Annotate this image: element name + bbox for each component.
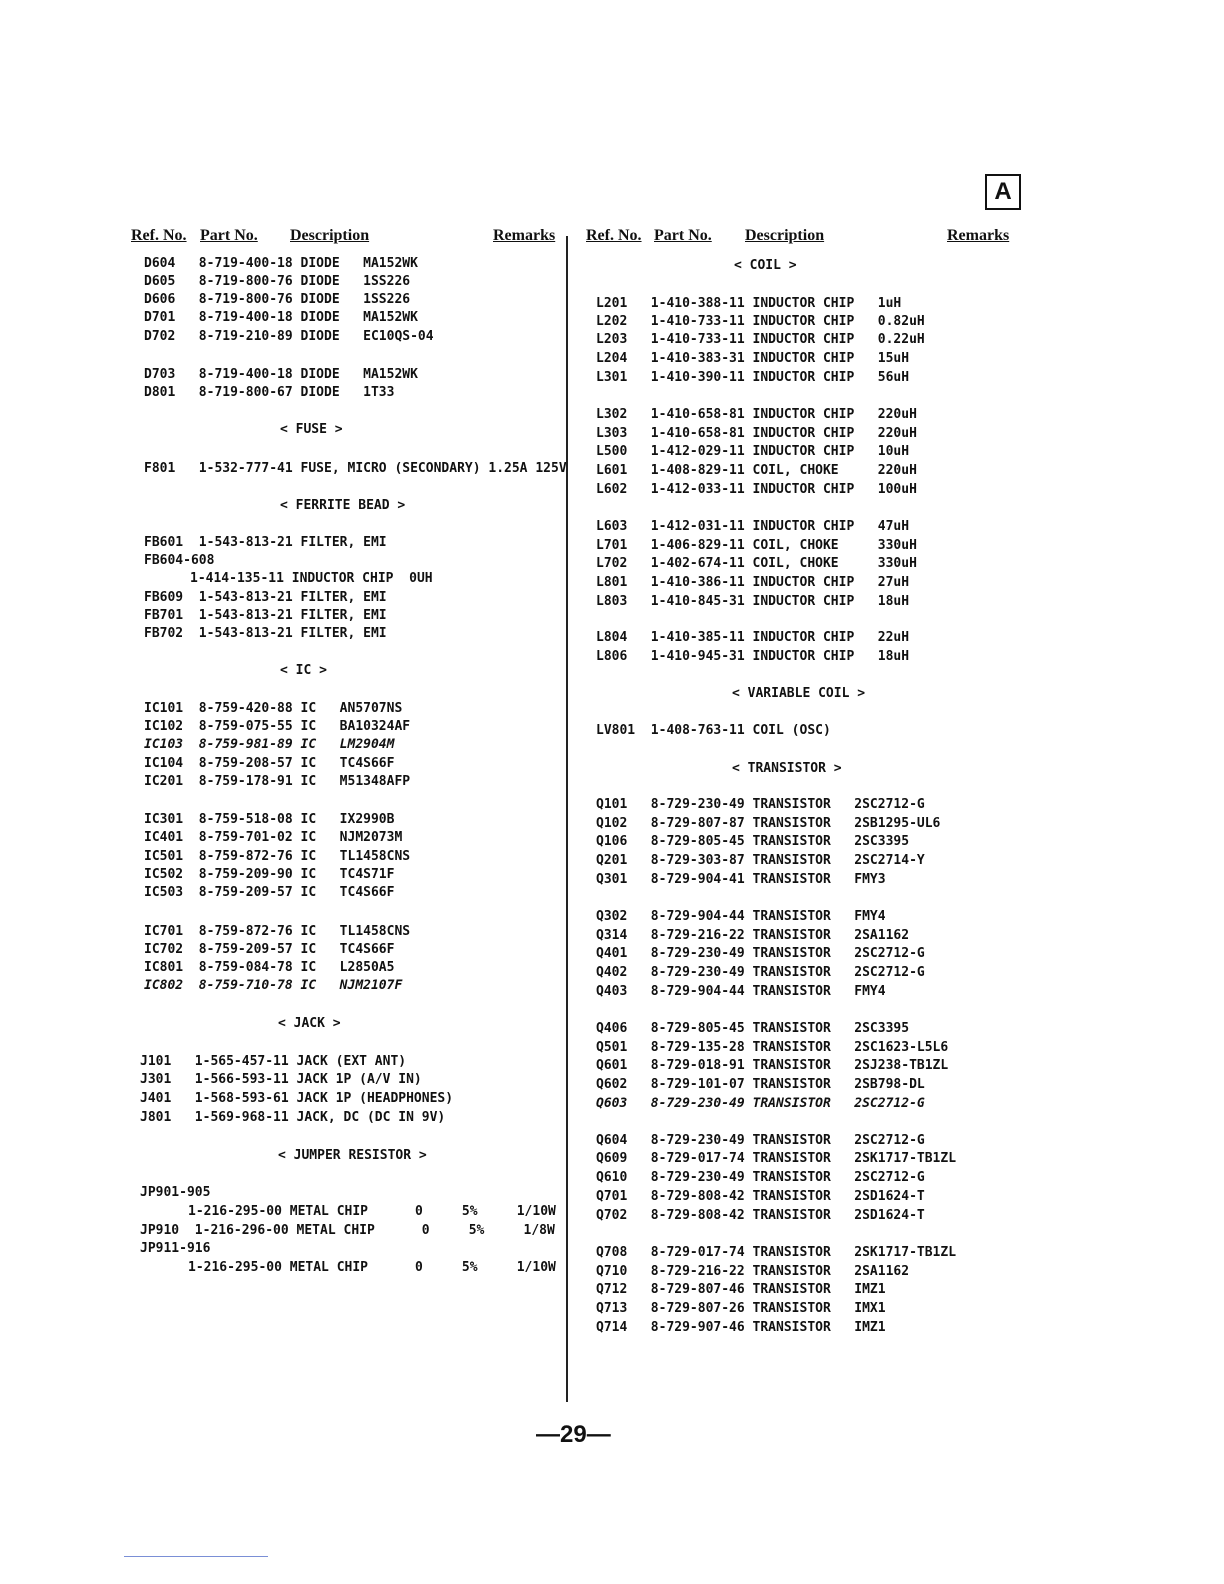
left-part-row: IC301 8-759-518-08 IC IX2990B [144,812,395,827]
header-ref-no: Ref. No. [131,227,187,244]
left-part-row: IC701 8-759-872-76 IC TL1458CNS [144,924,411,939]
right-part-row: L601 1-408-829-11 COIL, CHOKE 220uH [596,463,917,478]
right-part-row: L302 1-410-658-81 INDUCTOR CHIP 220uH [596,407,917,422]
right-part-row: Q201 8-729-303-87 TRANSISTOR 2SC2714-Y [596,853,925,868]
right-part-row: Q610 8-729-230-49 TRANSISTOR 2SC2712-G [596,1170,925,1185]
left-part-row: IC101 8-759-420-88 IC AN5707NS [144,701,403,716]
left-part-row: JP911-916 [140,1241,211,1256]
right-part-row: Q603 8-729-230-49 TRANSISTOR 2SC2712-G [596,1096,925,1111]
left-part-row: IC104 8-759-208-57 IC TC4S66F [144,756,395,771]
right-part-row: L603 1-412-031-11 INDUCTOR CHIP 47uH [596,519,910,534]
right-part-row: L204 1-410-383-31 INDUCTOR CHIP 15uH [596,351,910,366]
right-part-row: L500 1-412-029-11 INDUCTOR CHIP 10uH [596,444,910,459]
left-part-row: J301 1-566-593-11 JACK 1P (A/V IN) [140,1072,422,1087]
page-number: —29— [536,1421,611,1448]
left-part-row: FB702 1-543-813-21 FILTER, EMI [144,626,387,641]
header-remarks: Remarks [493,227,556,244]
left-part-row: D606 8-719-800-76 DIODE 1SS226 [144,292,411,307]
right-part-row: L301 1-410-390-11 INDUCTOR CHIP 56uH [596,370,910,385]
right-part-row: L201 1-410-388-11 INDUCTOR CHIP 1uH [596,296,902,311]
right-part-row: L701 1-406-829-11 COIL, CHOKE 330uH [596,538,917,553]
left-section-heading: < JACK > [278,1016,341,1031]
left-part-row: FB601 1-543-813-21 FILTER, EMI [144,535,387,550]
left-part-row: 1-216-295-00 METAL CHIP 0 5% 1/10W [188,1204,556,1219]
right-part-row: Q714 8-729-907-46 TRANSISTOR IMZ1 [596,1320,886,1335]
left-part-row: D604 8-719-400-18 DIODE MA152WK [144,256,418,271]
right-part-row: Q702 8-729-808-42 TRANSISTOR 2SD1624-T [596,1208,925,1223]
header-remarks-right: Remarks [947,227,1010,244]
left-part-row: D702 8-719-210-89 DIODE EC10QS-04 [144,329,434,344]
right-section-heading: < VARIABLE COIL > [732,686,866,701]
left-section-heading: < FUSE > [280,422,343,437]
right-part-row: L602 1-412-033-11 INDUCTOR CHIP 100uH [596,482,917,497]
right-part-row: L702 1-402-674-11 COIL, CHOKE 330uH [596,556,917,571]
header-description: Description [290,227,370,244]
bottom-rule [124,1556,268,1557]
header-part-no: Part No. [200,227,258,244]
header-ref-no-right: Ref. No. [586,227,642,244]
right-part-row: Q708 8-729-017-74 TRANSISTOR 2SK1717-TB1ZL [596,1245,957,1260]
left-section-heading: < JUMPER RESISTOR > [278,1148,427,1163]
header-description-right: Description [745,227,825,244]
right-part-row: Q302 8-729-904-44 TRANSISTOR FMY4 [596,909,886,924]
right-part-row: Q402 8-729-230-49 TRANSISTOR 2SC2712-G [596,965,925,980]
right-part-row: L806 1-410-945-31 INDUCTOR CHIP 18uH [596,649,910,664]
left-part-row: IC503 8-759-209-57 IC TC4S66F [144,885,395,900]
right-part-row: Q314 8-729-216-22 TRANSISTOR 2SA1162 [596,928,910,943]
right-section-heading: < TRANSISTOR > [732,761,842,776]
right-part-row: L804 1-410-385-11 INDUCTOR CHIP 22uH [596,630,910,645]
left-part-row: FB701 1-543-813-21 FILTER, EMI [144,608,387,623]
right-part-row: L303 1-410-658-81 INDUCTOR CHIP 220uH [596,426,917,441]
left-part-row: IC103 8-759-981-89 IC LM2904M [144,737,395,752]
right-part-row: Q712 8-729-807-46 TRANSISTOR IMZ1 [596,1282,886,1297]
left-part-row: IC702 8-759-209-57 IC TC4S66F [144,942,395,957]
left-part-row: IC501 8-759-872-76 IC TL1458CNS [144,849,411,864]
right-part-row: Q106 8-729-805-45 TRANSISTOR 2SC3395 [596,834,910,849]
left-section-heading: < IC > [280,663,327,678]
right-part-row: Q401 8-729-230-49 TRANSISTOR 2SC2712-G [596,946,925,961]
left-part-row: IC801 8-759-084-78 IC L2850A5 [144,960,395,975]
left-part-row: D703 8-719-400-18 DIODE MA152WK [144,367,418,382]
left-part-row: J801 1-569-968-11 JACK, DC (DC IN 9V) [140,1110,446,1125]
left-part-row: JP910 1-216-296-00 METAL CHIP 0 5% 1/8W [140,1223,555,1238]
right-part-row: Q604 8-729-230-49 TRANSISTOR 2SC2712-G [596,1133,925,1148]
right-part-row: Q713 8-729-807-26 TRANSISTOR IMX1 [596,1301,886,1316]
right-part-row: Q403 8-729-904-44 TRANSISTOR FMY4 [596,984,886,999]
column-divider [566,236,568,1402]
left-part-row: IC802 8-759-710-78 IC NJM2107F [144,978,403,993]
left-part-row: FB609 1-543-813-21 FILTER, EMI [144,590,387,605]
right-part-row: Q301 8-729-904-41 TRANSISTOR FMY3 [596,872,886,887]
right-part-row: Q609 8-729-017-74 TRANSISTOR 2SK1717-TB1ZL [596,1151,957,1166]
left-part-row: IC401 8-759-701-02 IC NJM2073M [144,830,403,845]
left-part-row: J401 1-568-593-61 JACK 1P (HEADPHONES) [140,1091,454,1106]
right-part-row: Q601 8-729-018-91 TRANSISTOR 2SJ238-TB1ZL [596,1058,949,1073]
right-part-row: L803 1-410-845-31 INDUCTOR CHIP 18uH [596,594,910,609]
left-part-row: 1-216-295-00 METAL CHIP 0 5% 1/10W [188,1260,556,1275]
right-section-heading: < COIL > [734,258,797,273]
left-part-row: 1-414-135-11 INDUCTOR CHIP 0UH [190,571,433,586]
right-part-row: Q710 8-729-216-22 TRANSISTOR 2SA1162 [596,1264,910,1279]
left-part-row: J101 1-565-457-11 JACK (EXT ANT) [140,1054,407,1069]
right-part-row: Q406 8-729-805-45 TRANSISTOR 2SC3395 [596,1021,910,1036]
right-part-row: Q101 8-729-230-49 TRANSISTOR 2SC2712-G [596,797,925,812]
header-part-no-right: Part No. [654,227,712,244]
left-part-row: D701 8-719-400-18 DIODE MA152WK [144,310,418,325]
right-part-row: LV801 1-408-763-11 COIL (OSC) [596,723,831,738]
left-section-heading: < FERRITE BEAD > [280,498,406,513]
right-part-row: L203 1-410-733-11 INDUCTOR CHIP 0.22uH [596,332,925,347]
right-part-row: L801 1-410-386-11 INDUCTOR CHIP 27uH [596,575,910,590]
left-part-row: IC102 8-759-075-55 IC BA10324AF [144,719,411,734]
left-part-row: IC201 8-759-178-91 IC M51348AFP [144,774,411,789]
left-part-row: FB604-608 [144,553,215,568]
left-part-row: JP901-905 [140,1185,211,1200]
left-part-row: IC502 8-759-209-90 IC TC4S71F [144,867,395,882]
right-part-row: Q701 8-729-808-42 TRANSISTOR 2SD1624-T [596,1189,925,1204]
left-part-row: F801 1-532-777-41 FUSE, MICRO (SECONDARY) 1.25A 125V [144,461,567,476]
section-badge: A [985,174,1021,210]
right-part-row: Q501 8-729-135-28 TRANSISTOR 2SC1623-L5L6 [596,1040,949,1055]
left-part-row: D801 8-719-800-67 DIODE 1T33 [144,385,395,400]
left-part-row: D605 8-719-800-76 DIODE 1SS226 [144,274,411,289]
right-part-row: L202 1-410-733-11 INDUCTOR CHIP 0.82uH [596,314,925,329]
right-part-row: Q102 8-729-807-87 TRANSISTOR 2SB1295-UL6 [596,816,941,831]
right-part-row: Q602 8-729-101-07 TRANSISTOR 2SB798-DL [596,1077,925,1092]
